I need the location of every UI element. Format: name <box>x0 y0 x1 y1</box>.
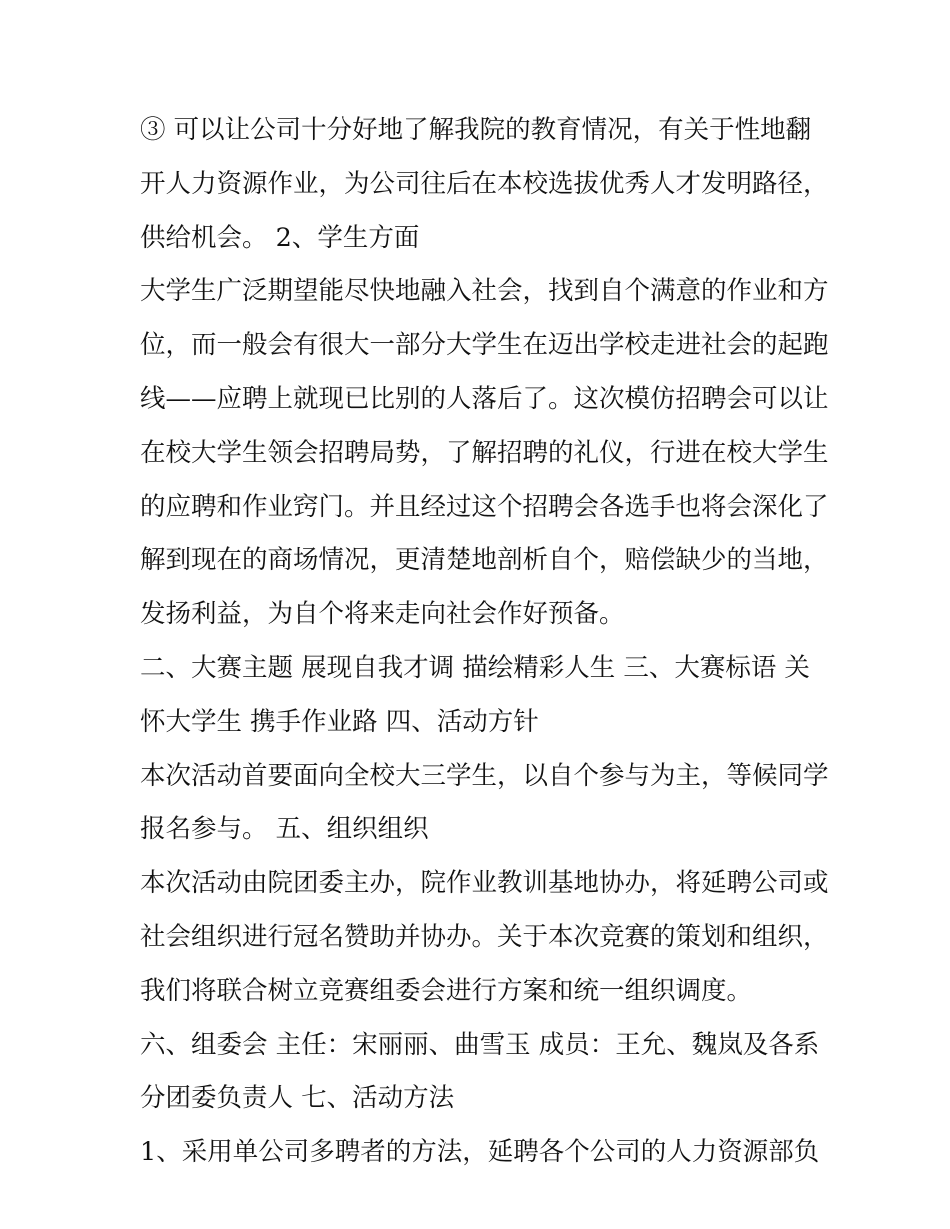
text-line: 线——应聘上就现已比别的人落后了。这次模仿招聘会可以让 <box>140 383 829 414</box>
text-line: 六、组委会 主任：宋丽丽、曲雪玉 成员：王允、魏岚及各系 <box>140 1029 820 1060</box>
text-line: 供给机会。 2、学生方面 <box>140 222 420 253</box>
text-line: 位，而一般会有很大一部分大学生在迈出学校走进社会的起跑 <box>140 330 829 361</box>
text-line: 解到现在的商场情况，更清楚地剖析自个，赔偿缺少的当地， <box>140 545 829 576</box>
text-line: 社会组织进行冠名赞助并协办。关于本次竞赛的策划和组织， <box>140 921 829 952</box>
text-line: 的应聘和作业窍门。并且经过这个招聘会各选手也将会深化了 <box>140 491 829 522</box>
text-line: 在校大学生领会招聘局势，了解招聘的礼仪，行进在校大学生 <box>140 437 829 468</box>
text-line: 怀大学生 携手作业路 四、活动方针 <box>140 706 539 737</box>
document-body <box>140 104 829 1180</box>
text-line: 开人力资源作业，为公司往后在本校选拔优秀人才发明路径， <box>140 168 829 199</box>
text-line: 本次活动由院团委主办，院作业教训基地协办，将延聘公司或 <box>140 868 829 899</box>
text-line: 1、采用单公司多聘者的方法，延聘各个公司的人力资源部负 <box>140 1137 820 1168</box>
text-line: 大学生广泛期望能尽快地融入社会，找到自个满意的作业和方 <box>140 276 829 307</box>
text-line: 本次活动首要面向全校大三学生，以自个参与为主，等候同学 <box>140 760 829 791</box>
text-line: 我们将联合树立竞赛组委会进行方案和统一组织调度。 <box>140 975 753 1006</box>
text-line: 发扬利益，为自个将来走向社会作好预备。 <box>140 599 625 630</box>
text-line: 二、大赛主题 展现自我才调 描绘精彩人生 三、大赛标语 关 <box>140 652 810 683</box>
text-line: 报名参与。 五、组织组织 <box>140 814 429 845</box>
text-line: 分团委负责人 七、活动方法 <box>140 1083 455 1114</box>
text-line: ③ 可以让公司十分好地了解我院的教育情况，有关于性地翻 <box>140 115 812 145</box>
